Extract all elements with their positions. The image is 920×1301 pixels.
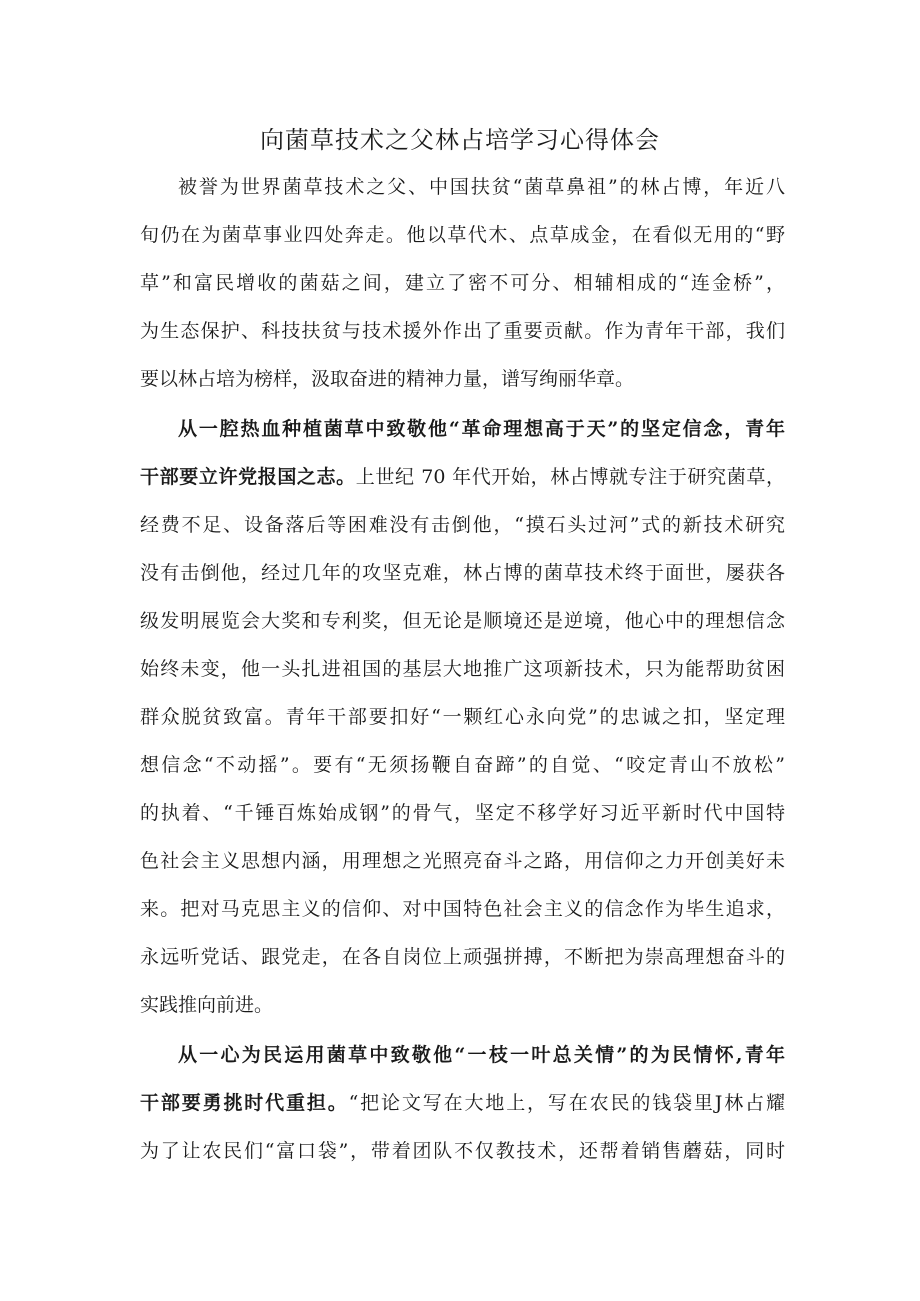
paragraph-2-line-4: 没有击倒他，经过几年的攻坚克难，林占博的菌草技术终于面世，屡获各 bbox=[140, 562, 785, 584]
paragraph-2-line-9: 的执着、“千锤百炼始成钢”的骨气，坚定不移学好习近平新时代中国特 bbox=[140, 802, 785, 824]
paragraph-1-line-5: 要以林占培为榜样，汲取奋进的精神力量，谱写绚丽华章。 bbox=[140, 368, 635, 390]
paragraph-2-line-10: 色社会主义思想内涵，用理想之光照亮奋斗之路，用信仰之力开创美好未 bbox=[140, 850, 785, 872]
paragraph-2-line-2 bbox=[140, 468, 785, 487]
paragraph-2-line-8: 想信念“不动摇”。要有“无须扬鞭自奋蹄”的自觉、“咬定青山不放松” bbox=[140, 754, 785, 776]
paragraph-1-line-3: 草”和富民增收的菌菇之间，建立了密不可分、相辅相成的“连金桥”， bbox=[140, 272, 785, 294]
document-title: 向菌草技术之父林占培学习心得体会 bbox=[260, 126, 660, 154]
paragraph-3-heading-end: 干部要勇挑时代重担。 bbox=[140, 1092, 349, 1114]
paragraph-3-heading-line-1: 从一心为民运用菌草中致敬他“一枝一叶总关情”的为民情怀,青年 bbox=[178, 1044, 785, 1066]
paragraph-1-line-2: 旬仍在为菌草事业四处奔走。他以草代木、点草成金，在看似无用的“野 bbox=[140, 224, 785, 246]
paragraph-3-line-2 bbox=[140, 1094, 785, 1113]
paragraph-2-line-6: 始终未变，他一头扎进祖国的基层大地推广这项新技术，只为能帮助贫困 bbox=[140, 658, 785, 680]
paragraph-2-line-11: 来。把对马克思主义的信仰、对中国特色社会主义的信念作为毕生追求， bbox=[140, 898, 785, 920]
paragraph-2-line-12: 永远听党话、跟党走，在各自岗位上顽强拼搏，不断把为崇高理想奋斗的 bbox=[140, 946, 785, 968]
paragraph-2-heading-line-1: 从一腔热血种植菌草中致敬他“革命理想高于天”的坚定信念，青年 bbox=[178, 418, 785, 440]
paragraph-3-line-2-text: “把论文写在大地上，写在农民的钱袋里J林占耀 bbox=[348, 1092, 785, 1114]
paragraph-3-line-3: 为了让农民们“富口袋”，带着团队不仅教技术，还帮着销售蘑菇，同时 bbox=[140, 1140, 785, 1162]
paragraph-1-line-4: 为生态保护、科技扶贫与技术援外作出了重要贡献。作为青年干部，我们 bbox=[140, 320, 785, 342]
paragraph-2-line-5: 级发明展览会大奖和专利奖，但无论是顺境还是逆境，他心中的理想信念 bbox=[140, 610, 785, 632]
paragraph-1-line-1: 被誉为世界菌草技术之父、中国扶贫“菌草鼻祖”的林占博，年近八 bbox=[178, 176, 785, 198]
paragraph-2-line-3: 经费不足、设备落后等困难没有击倒他，“摸石头过河”式的新技术研究 bbox=[140, 514, 785, 536]
paragraph-2-line-7: 群众脱贫致富。青年干部要扣好“一颗红心永向党”的忠诚之扣，坚定理 bbox=[140, 706, 785, 728]
paragraph-2-heading-end: 干部要立许党报国之志。 bbox=[140, 466, 356, 488]
paragraph-2-line-2-text: 上世纪 70 年代开始，林占博就专注于研究菌草， bbox=[355, 466, 785, 488]
paragraph-2-line-13: 实践推向前进。 bbox=[140, 994, 274, 1016]
